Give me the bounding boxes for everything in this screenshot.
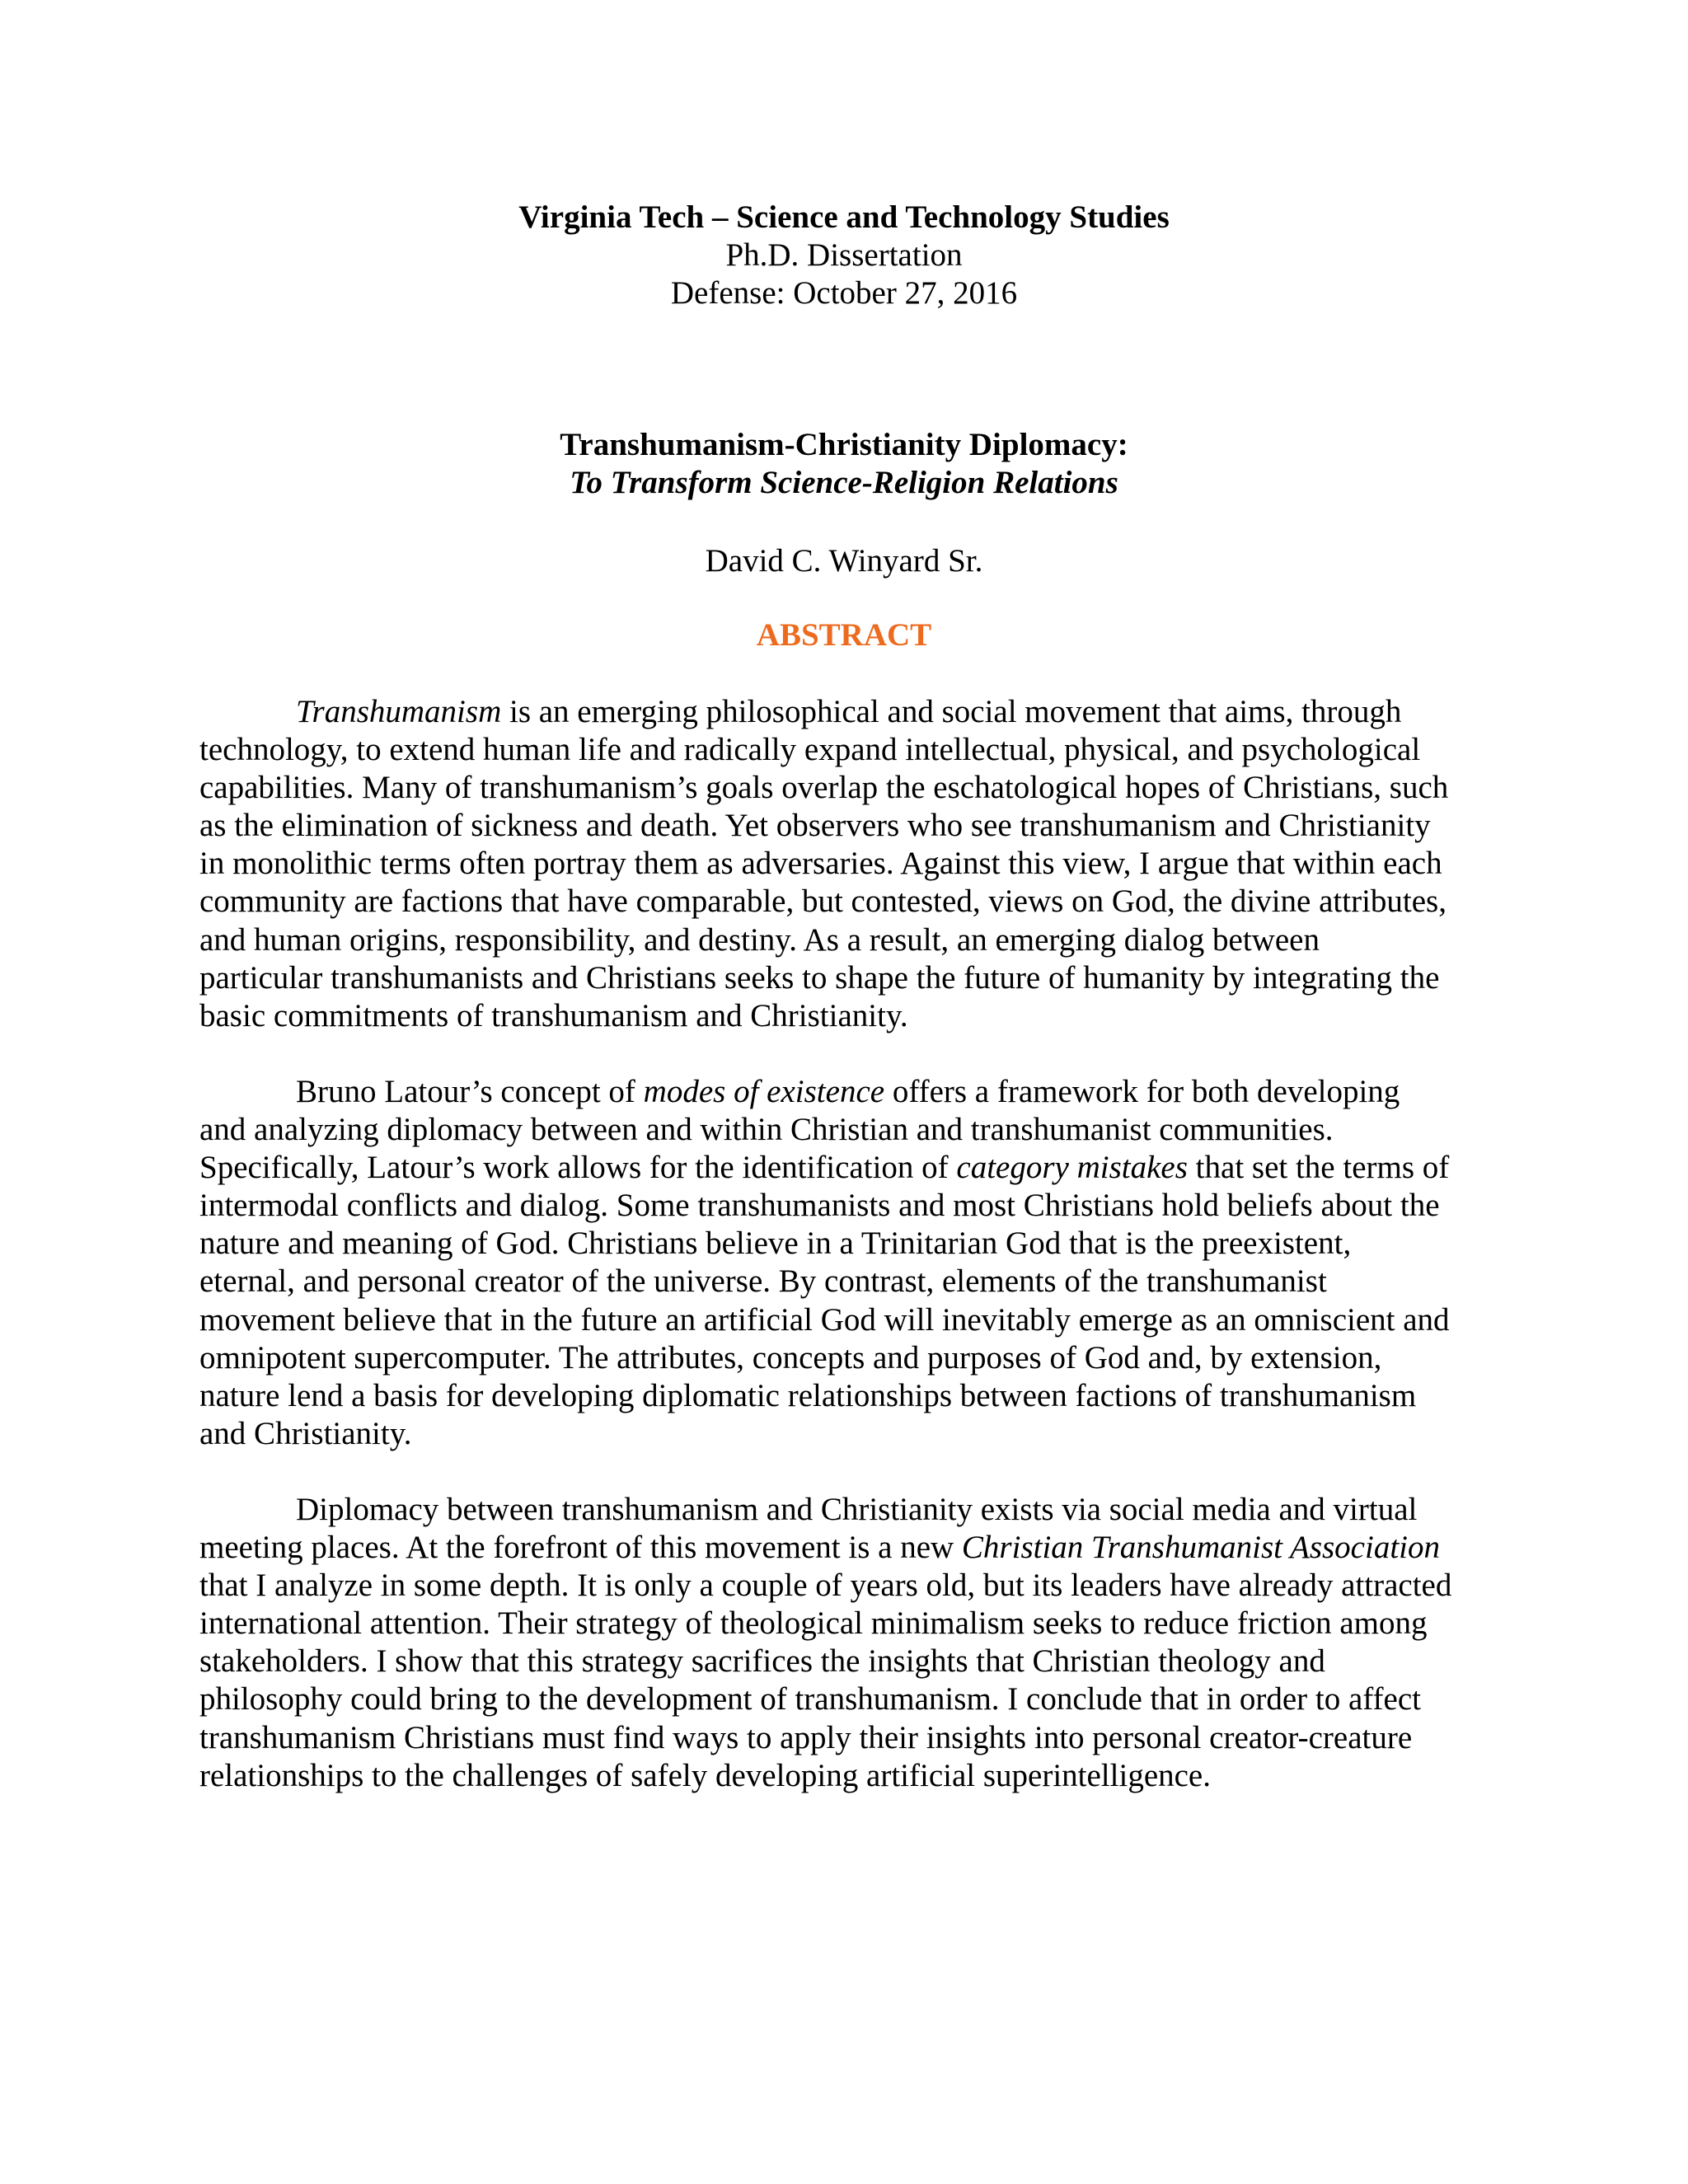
text-run: relationships to the challenges of safely developing artificial superintelligence. [199,1757,1211,1793]
paragraph-line [199,845,1510,883]
text-run: and analyzing diplomacy between and within Christian and transhumanist communities. [199,1112,1334,1148]
abstract-paragraph-2 [199,1073,1510,1453]
text-run: that I analyze in some depth. It is only a couple of years old, but its leaders have already attracted [199,1568,1452,1604]
paragraph-line [199,1567,1510,1605]
paragraph-line [199,769,1510,807]
paragraph-line [199,1491,1510,1529]
paragraph-line [199,807,1510,845]
text-run: philosophy could bring to the development of transhumanism. I conclude that in order to affect [199,1681,1421,1718]
paragraph-line [199,1680,1510,1718]
emphasized-term: category mistakes [956,1150,1188,1186]
paragraph-line [199,1415,1510,1453]
text-run: that set the terms of [1187,1150,1450,1186]
emphasized-term: Christian Transhumanist Association [961,1530,1440,1566]
paragraph-line [199,883,1510,921]
paragraph-line [199,731,1510,769]
paragraph-line [199,1263,1510,1301]
text-run: technology, to extend human life and radically expand intellectual, physical, and psychological [199,732,1421,768]
paragraph-line [199,997,1510,1035]
text-run: nature and meaning of God. Christians believe in a Trinitarian God that is the preexistent, [199,1226,1352,1262]
text-run: as the elimination of sickness and death. Yet observers who see transhumanism and Christianity [199,808,1431,844]
abstract-paragraph-1 [199,693,1510,1035]
text-run: international attention. Their strategy of theological minimalism seeks to reduce friction among [199,1605,1428,1642]
title-main: Transhumanism-Christianity Diplomacy: [560,427,1128,462]
paragraph-line [199,1757,1510,1795]
text-run: meeting places. At the forefront of this movement is a new [199,1530,962,1566]
abstract-heading: ABSTRACT [756,617,932,653]
paragraph-line [199,1225,1510,1263]
text-run: and human origins, responsibility, and destiny. As a result, an emerging dialog between [199,921,1320,958]
text-run: omnipotent supercomputer. The attributes, concepts and purposes of God and, by extension, [199,1339,1382,1376]
text-run: transhumanism Christians must find ways to apply their insights into personal creator-creature [199,1719,1413,1755]
paragraph-line [199,1605,1510,1643]
paragraph-line [199,1149,1510,1187]
text-run: nature lend a basis for developing diplomatic relationships between factions of transhumanism [199,1377,1417,1413]
paragraph-line [199,693,1510,731]
text-run: capabilities. Many of transhumanism’s goals overlap the eschatological hopes of Christians, such [199,770,1449,806]
text-run: is an emerging philosophical and social movement that aims, through [501,694,1402,729]
text-run: offers a framework for both developing [884,1074,1400,1109]
paragraph-line [199,1301,1510,1339]
paragraph-line [199,1187,1510,1225]
text-run: and Christianity. [199,1415,412,1451]
text-run: movement believe that in the future an artificial God will inevitably emerge as an omniscient and [199,1301,1450,1338]
paragraph-line [199,921,1510,959]
paragraph-line [199,1339,1510,1377]
emphasized-term: Transhumanism [296,694,502,729]
defense-date-line: Defense: October 27, 2016 [670,275,1018,311]
paragraph-line [199,1111,1510,1149]
author-name: David C. Winyard Sr. [705,543,983,579]
paragraph-line [199,1529,1510,1567]
paragraph-line [199,1377,1510,1415]
text-run: Specifically, Latour’s work allows for the identification of [199,1150,957,1186]
degree-line: Ph.D. Dissertation [725,237,963,273]
text-run: community are factions that have comparable, but contested, views on God, the divine attributes, [199,883,1447,920]
text-run: stakeholders. I show that this strategy sacrifices the insights that Christian theology and [199,1643,1325,1680]
text-run: Diplomacy between transhumanism and Christianity exists via social media and virtual [296,1492,1418,1527]
paragraph-line [199,959,1510,997]
abstract-paragraph-3 [199,1491,1510,1795]
dissertation-title [0,426,1688,502]
text-run: in monolithic terms often portray them as adversaries. Against this view, I argue that within each [199,846,1442,882]
text-run: intermodal conflicts and dialog. Some transhumanists and most Christians hold beliefs about the [199,1188,1440,1224]
emphasized-term: modes of existence [643,1074,885,1109]
text-run: basic commitments of transhumanism and Christianity. [199,997,908,1033]
text-run: Bruno Latour’s concept of [296,1074,644,1109]
title-subtitle: To Transform Science-Religion Relations [570,465,1118,500]
paragraph-line [199,1719,1510,1757]
paragraph-line [199,1073,1510,1111]
paragraph-line [199,1643,1510,1680]
text-run: eternal, and personal creator of the universe. By contrast, elements of the transhumanist [199,1263,1327,1300]
institution-line: Virginia Tech – Science and Technology Studies [518,199,1170,235]
text-run: particular transhumanists and Christians seeks to shape the future of humanity by integrating the [199,959,1440,996]
header-block [0,199,1688,312]
